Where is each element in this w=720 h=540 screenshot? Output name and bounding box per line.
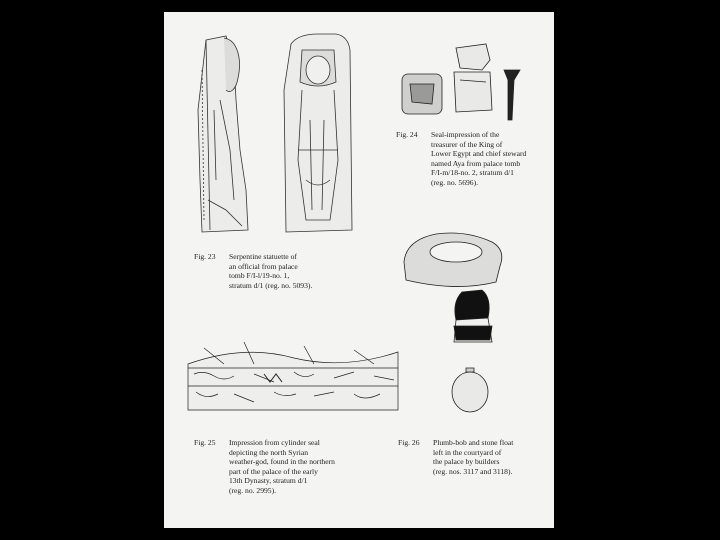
fig25-line: depicting the north Syrian (229, 447, 309, 457)
fig24-line: Seal-impression of the (431, 130, 500, 139)
fig23-line: Serpentine statuette of (229, 252, 297, 261)
fig24-line: treasurer of the King of (431, 139, 503, 149)
book-page (164, 12, 554, 528)
fig23-line: stratum d/1 (reg. no. 5093). (229, 280, 313, 290)
fig25-line: part of the palace of the early (229, 466, 318, 476)
cylinder-seal-drawing (184, 334, 404, 414)
fig23-line: an official from palace (229, 261, 298, 271)
fig26-number: Fig. 26 (398, 438, 420, 447)
fig26-line: Plumb-bob and stone float (433, 438, 514, 447)
fig26-line: left in the courtyard of (433, 447, 502, 457)
fig25-number: Fig. 25 (194, 438, 216, 447)
plumb-bob-and-float-drawing (396, 222, 516, 422)
statuette-drawing (186, 30, 366, 240)
fig23-caption (194, 252, 312, 290)
fig23-number: Fig. 23 (194, 252, 216, 261)
fig25-line: (reg. no. 2995). (229, 485, 277, 495)
fig26-line: the palace by builders (433, 457, 500, 467)
fig26-line: (reg. nos. 3117 and 3118). (433, 466, 513, 476)
fig25-line: Impression from cylinder seal (229, 438, 320, 447)
fig23-line: tomb F/I-l/19-no. 1, (229, 271, 290, 281)
statuette-front-view (284, 34, 352, 232)
fig24-line: Lower Egypt and chief steward (431, 149, 527, 159)
fig24-line: F/I-m/18-no. 2, stratum d/1 (431, 168, 514, 178)
fig24-line: named Aya from palace tomb (431, 158, 521, 168)
fig26-caption (398, 438, 513, 476)
fig24-number: Fig. 24 (396, 130, 418, 139)
fig25-caption (194, 438, 335, 496)
seal-impression-drawing (396, 40, 536, 130)
fig24-caption (396, 130, 526, 188)
fig25-line: 13th Dynasty, stratum d/1 (229, 476, 308, 486)
fig25-line: weather-god, found in the northern (229, 457, 335, 467)
fig24-line: (reg. no. 5696). (431, 177, 479, 187)
statuette-side-view (198, 36, 248, 232)
